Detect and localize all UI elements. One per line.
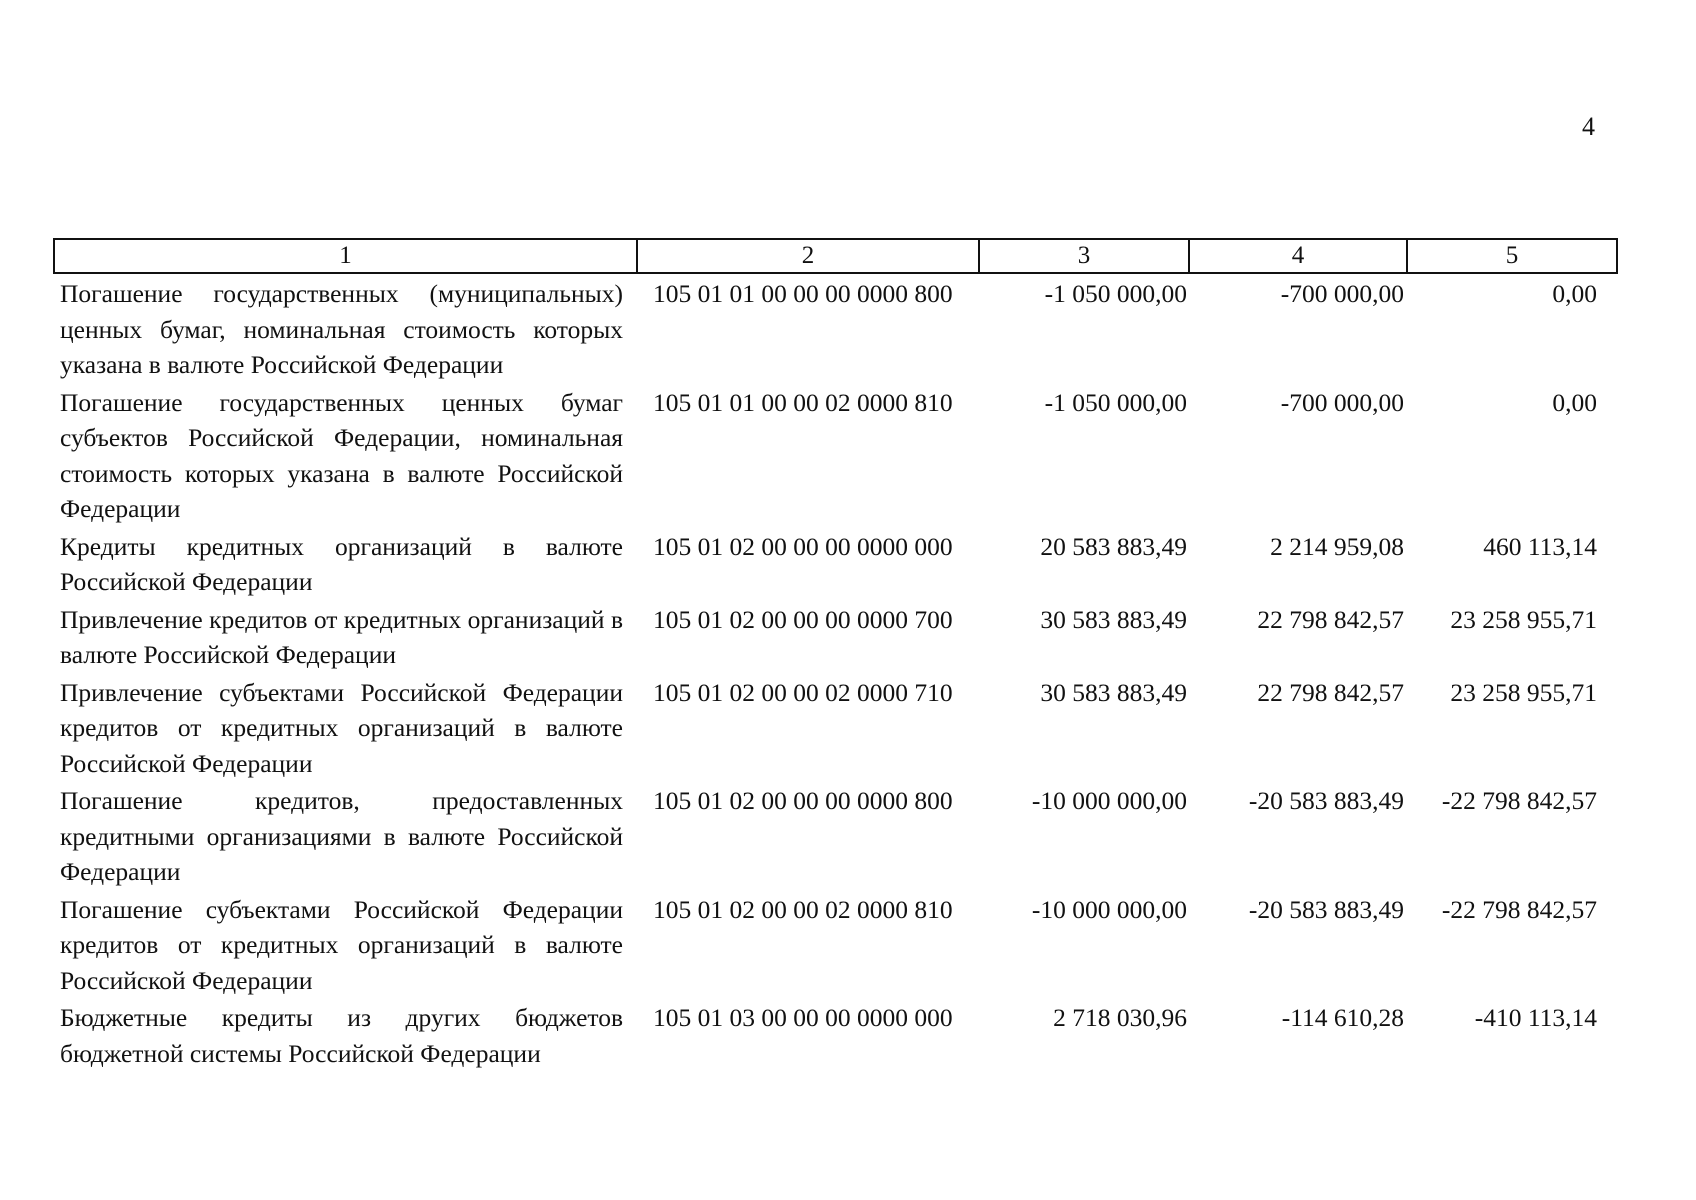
row-name: Привлечение субъектами Российской Федерации кредитов от кредитных организаций в валюте Российской Федерации — [60, 677, 623, 778]
column-header-4: 4 — [1189, 239, 1407, 273]
row-value-col5: -410 113,14 — [1474, 1003, 1597, 1032]
row-value-col5: 0,00 — [1552, 387, 1597, 417]
row-name: Кредиты кредитных организаций в валюте Российской Федерации — [60, 531, 623, 596]
table-row — [54, 673, 1617, 782]
row-value-col3: -1 050 000,00 — [1044, 279, 1187, 308]
row-value-col4: 22 798 842,57 — [1257, 604, 1404, 634]
row-value-col3: -10 000 000,00 — [1031, 786, 1187, 815]
column-number-row — [54, 239, 1617, 273]
row-value-col3: 30 583 883,49 — [1040, 677, 1187, 707]
table-row — [54, 383, 1617, 527]
page-number: 4 — [1582, 112, 1595, 141]
table-row — [54, 527, 1617, 600]
row-value-col4: 22 798 842,57 — [1257, 677, 1404, 707]
table-row — [54, 781, 1617, 890]
column-header-3: 3 — [979, 239, 1189, 273]
table-row — [54, 273, 1617, 383]
row-code: 105 01 02 00 00 02 0000 710 — [653, 677, 953, 707]
row-value-col4: 2 214 959,08 — [1270, 531, 1404, 561]
column-header-2: 2 — [637, 239, 979, 273]
row-value-col3: -1 050 000,00 — [1044, 387, 1187, 417]
row-value-col3: -10 000 000,00 — [1031, 894, 1187, 924]
row-value-col5: 460 113,14 — [1483, 531, 1597, 561]
row-value-col3: 2 718 030,96 — [1053, 1003, 1187, 1032]
row-value-col4: -114 610,28 — [1281, 1003, 1404, 1032]
row-code: 105 01 01 00 00 00 0000 800 — [653, 279, 953, 308]
row-name: Погашение субъектами Российской Федерации кредитов от кредитных организаций в валюте Российской Федерации — [60, 894, 623, 995]
column-header-5: 5 — [1407, 239, 1617, 273]
row-value-col4: -20 583 883,49 — [1248, 894, 1404, 924]
row-value-col4: -700 000,00 — [1280, 387, 1404, 417]
row-code: 105 01 01 00 00 02 0000 810 — [653, 387, 953, 417]
row-value-col5: 23 258 955,71 — [1450, 604, 1597, 634]
budget-sources-table — [53, 238, 1618, 1071]
row-value-col3: 20 583 883,49 — [1040, 531, 1187, 561]
row-name: Привлечение кредитов от кредитных организаций в валюте Российской Федерации — [60, 604, 623, 669]
row-value-col3: 30 583 883,49 — [1040, 604, 1187, 634]
row-value-col4: -700 000,00 — [1280, 279, 1404, 308]
row-name: Погашение государственных ценных бумаг субъектов Российской Федерации, номинальная стоимость которых указана в валюте Российской Федерации — [60, 387, 623, 523]
budget-sources-table-container — [53, 238, 1616, 1071]
row-value-col5: -22 798 842,57 — [1441, 894, 1597, 924]
row-value-col5: -22 798 842,57 — [1441, 786, 1597, 815]
row-code: 105 01 03 00 00 00 0000 000 — [653, 1003, 953, 1032]
table-row — [54, 600, 1617, 673]
table-row — [54, 890, 1617, 999]
row-value-col5: 23 258 955,71 — [1450, 677, 1597, 707]
row-code: 105 01 02 00 00 00 0000 000 — [653, 531, 953, 561]
row-name: Погашение кредитов, предоставленных кредитными организациями в валюте Российской Федерации — [60, 786, 623, 886]
table-body — [54, 273, 1617, 1071]
row-code: 105 01 02 00 00 00 0000 700 — [653, 604, 953, 634]
row-name: Погашение государственных (муниципальных) ценных бумаг, номинальная стоимость которых указана в валюте Российской Федерации — [60, 279, 623, 379]
row-code: 105 01 02 00 00 00 0000 800 — [653, 786, 953, 815]
column-header-1: 1 — [54, 239, 637, 273]
row-value-col5: 0,00 — [1552, 279, 1597, 308]
row-code: 105 01 02 00 00 02 0000 810 — [653, 894, 953, 924]
table-header — [54, 239, 1617, 273]
row-value-col4: -20 583 883,49 — [1248, 786, 1404, 815]
table-row — [54, 998, 1617, 1071]
row-name: Бюджетные кредиты из других бюджетов бюджетной системы Российской Федерации — [60, 1003, 623, 1068]
